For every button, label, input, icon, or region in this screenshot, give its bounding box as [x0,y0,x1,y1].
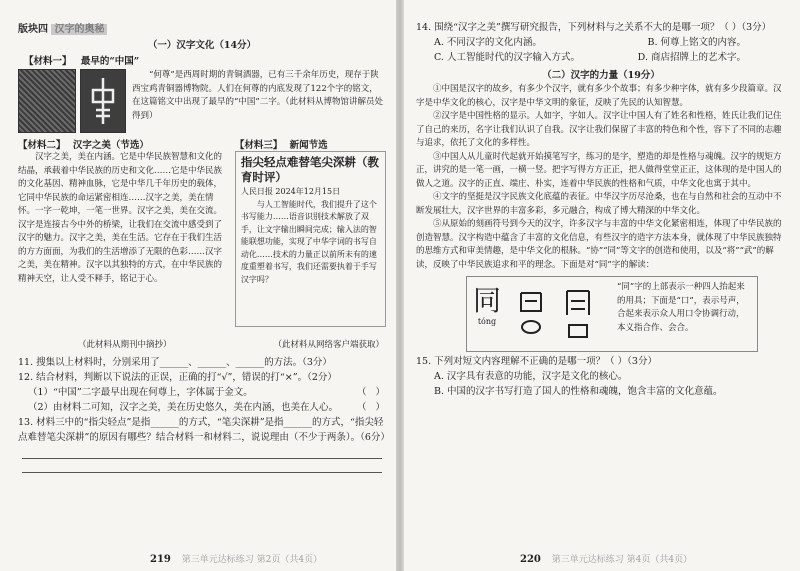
material1-title: 最早的“中国” [80,56,140,67]
news-meta: 人民日报 2024年12月15日 [240,187,341,196]
material2-title: 汉字之美（节选） [72,140,149,151]
question-13: 13. 材料三中的“指尖轻点”是指______的方式，“笔尖深耕”是指______的方式，“指尖轻点难替笔尖深耕”的原因有哪些？结合材料一和材料二，说说理由（不少于两条）。（6分） [18,416,390,443]
left-footer [150,552,322,565]
question-12-item-1 [18,385,386,400]
tong-explanation-box [466,276,758,352]
material2-heading [18,137,227,151]
paragraph-4: ④文字的坚挺是汉字民族文化底蕴的表征。中华汉字历尽沧桑，也在与自然和社会的互动中不断发展壮大，汉字世界的丰富多彩，多元融合，构成了博大精深的中华文化。 [416,192,782,216]
material3-title: 新闻节选 [289,140,328,151]
passage [416,83,786,272]
material2-column [18,137,227,339]
question-14: 14. 围绕“汉字之美”撰写研究报告，下列材料与之关系不大的是哪一项？（ ）（3分） [416,22,772,33]
q12-statement-1: （1）“中国”二字最早出现在何尊上，字体属于金文。 [28,386,253,398]
bronze-images [18,69,126,133]
materials-2-3 [18,137,386,339]
binding-gutter [396,0,404,571]
q14-option-a[interactable]: A. 不同汉字的文化内涵。 [434,37,542,48]
q12-statement-2: （2）由材料二可知，汉字之美，美在历史悠久，美在内涵，也美在人心。 [28,401,339,413]
tong-pinyin: tóng [477,317,497,326]
right-page [404,0,800,571]
tong-explanation: “同”字的上部表示一种四人抬起来的用具；下面是“口”，表示号声，合起来表示众人用口令协调行动，本义指合作、会合。 [617,282,745,333]
q12-answer-1-field[interactable]: （ ） [356,386,386,398]
question-12-item-2 [18,400,386,415]
q14-option-d[interactable]: D. 商店招牌上的艺术字。 [637,52,746,63]
zhong-glyph-icon [88,76,118,126]
section2-title: （二）汉字的力量（19分） [542,70,660,81]
answer-line-2[interactable] [22,459,382,473]
news-title: 指尖轻点难替笔尖深耕（教育时评） [240,155,379,184]
material2-text: 汉字之美，美在内涵。它是中华民族智慧和文化的结晶，承载着中华民族的历史和文化……它是中华民族的文化基因、精神血脉，它是中华几千年历史的载体，它同中华民族的命运紧密相连……汉字之美，美在情怀。一字一乾坤，一笔一世界。汉字之美，美在交流。汉字是连接古今中外的桥梁，让我们在交流中感受到了汉字的魅力。汉字之美，美在生活。它存在于我们生活的方方面面，为我们的生活增添了无限的色彩……汉字之美，美在精神。汉字以其独特的方式，在中华民族的精神天空，让人受不释手，铭记于心。 [18,152,223,284]
material3-column [235,137,386,339]
q12-answer-2-field[interactable]: （ ） [356,401,386,413]
question-14-options-row2 [416,50,786,65]
section1-title: （一）汉字文化（14分） [147,40,257,51]
news-text: 与人工智能时代，我们提升了这个书写能力……语音识别技术解放了双手，让文字输出瞬间完成；输入法的智能联想功能，实现了中华字词的书写自动化……技术的力量正以前所未有的速度重塑着书写，我们还需要执着于手写汉字吗？ [240,199,377,284]
question-14-options-row1 [416,35,786,50]
footer-text: 第三单元达标练习 第2页（共4页） [181,555,323,565]
block-heading [18,20,386,35]
source-notes [18,339,386,353]
answer-line-1[interactable] [22,445,382,459]
material3-heading [235,137,386,151]
question-12: 12. 结合材料，判断以下说法的正误，正确的打“√”，错误的打“×”。（2分） [18,371,337,383]
news-clipping [235,151,386,327]
question-11: 11. 搜集以上材料时，分别采用了______、______、______的方法。（3分） [18,356,332,368]
paragraph-3: ③中国人从儿童时代起就开始摸笔写字，练习的是字，塑造的却是性格与魂魄。汉字的规矩方正，讲究的是一笔一画，一横一竖。把字写得方方正正，把人做得堂堂正正，这体现的是中国人的做人之道。汉字的正直、端庄、朴实，连着中华民族的性格和气质，中华文化也寓于其中。 [416,151,782,189]
paragraph-2: ②汉字是中国性格的显示。人如字，字如人。汉字让中国人有了姓名和性格，姓氏让我们记住了自己的来历，名字让我们认识了自我。汉字让我们保留了丰富的特色和个性，容下了不同的志趣与追求，依托了文化的多样性。 [416,111,782,148]
material1-heading [24,53,386,67]
q14-option-c[interactable]: C. 人工智能时代的汉字输入方式。 [434,52,580,63]
q14-option-b[interactable]: B. 何尊上铭文的内容。 [647,37,746,48]
question-15: 15. 下列对短文内容理解不正确的是哪一项？（ ）（3分） [416,356,657,367]
paragraph-5: ⑤从原始的刻画符号到今天的汉字，许多汉字与丰富的中华文化紧密相连，体现了中华民族的创造智慧。汉字构造中蕴含了丰富的文化信息，有些汉字的造字方法本身，就体现了中华民族独特的思维方式和审美情趣，是中华文化的根脉。“协”“同”等文字的创造和使用，以及“将”“武”的解读，反映了中华民族追求和平的理念。下面是对“同”字的解读： [416,219,782,270]
questions-11-13 [18,355,390,473]
tong-char: 同 [473,284,502,317]
q15-option-b[interactable]: B. 中国的汉字书写打造了国人的性格和魂魄，饱含丰富的文化意蕴。 [434,386,723,397]
right-footer [520,552,692,565]
tong-modern-char [473,285,501,326]
material2-label: 【材料二】 [18,140,66,151]
footer-text: 第三单元达标练习 第4页（共4页） [551,555,693,565]
page-number: 219 [150,554,171,565]
block-title: 版块四 [18,24,48,35]
zhongguo-rubbing-image [80,69,126,133]
page-number: 220 [520,554,541,565]
left-page [0,0,396,571]
material2-source: （此材料从期刊中摘抄） [78,340,172,350]
tong-ancient-forms-icon [515,285,605,343]
material1-body [18,69,386,133]
inscription-rubbing-image [18,69,76,133]
block-title-faded: 汉字的奥秘 [51,24,107,35]
material1-label: 【材料一】 [24,56,72,67]
q15-option-a[interactable]: A. 汉字具有表意的功能，汉字是文化的核心。 [434,371,628,382]
paragraph-1: ①中国是汉字的故乡，有多少个汉字，就有多少个故事；有多少种字体，就有多少段篇章。汉字是中华文化的核心，汉字是中华文明的象征，反映了先民的认知智慧。 [416,84,782,108]
material3-source: （此材料从网络客户端获取） [273,340,384,350]
material3-label: 【材料三】 [234,140,283,151]
material1-text: “何尊”是西周时期的青铜酒器，已有三千余年历史，现存于陕西宝鸡青铜器博物院。人们在何尊的内底发现了122个字的铭文，在这篇铭文中出现了最早的“中国”二字。（此材料从博物馆讲解员处得到） [132,70,383,121]
